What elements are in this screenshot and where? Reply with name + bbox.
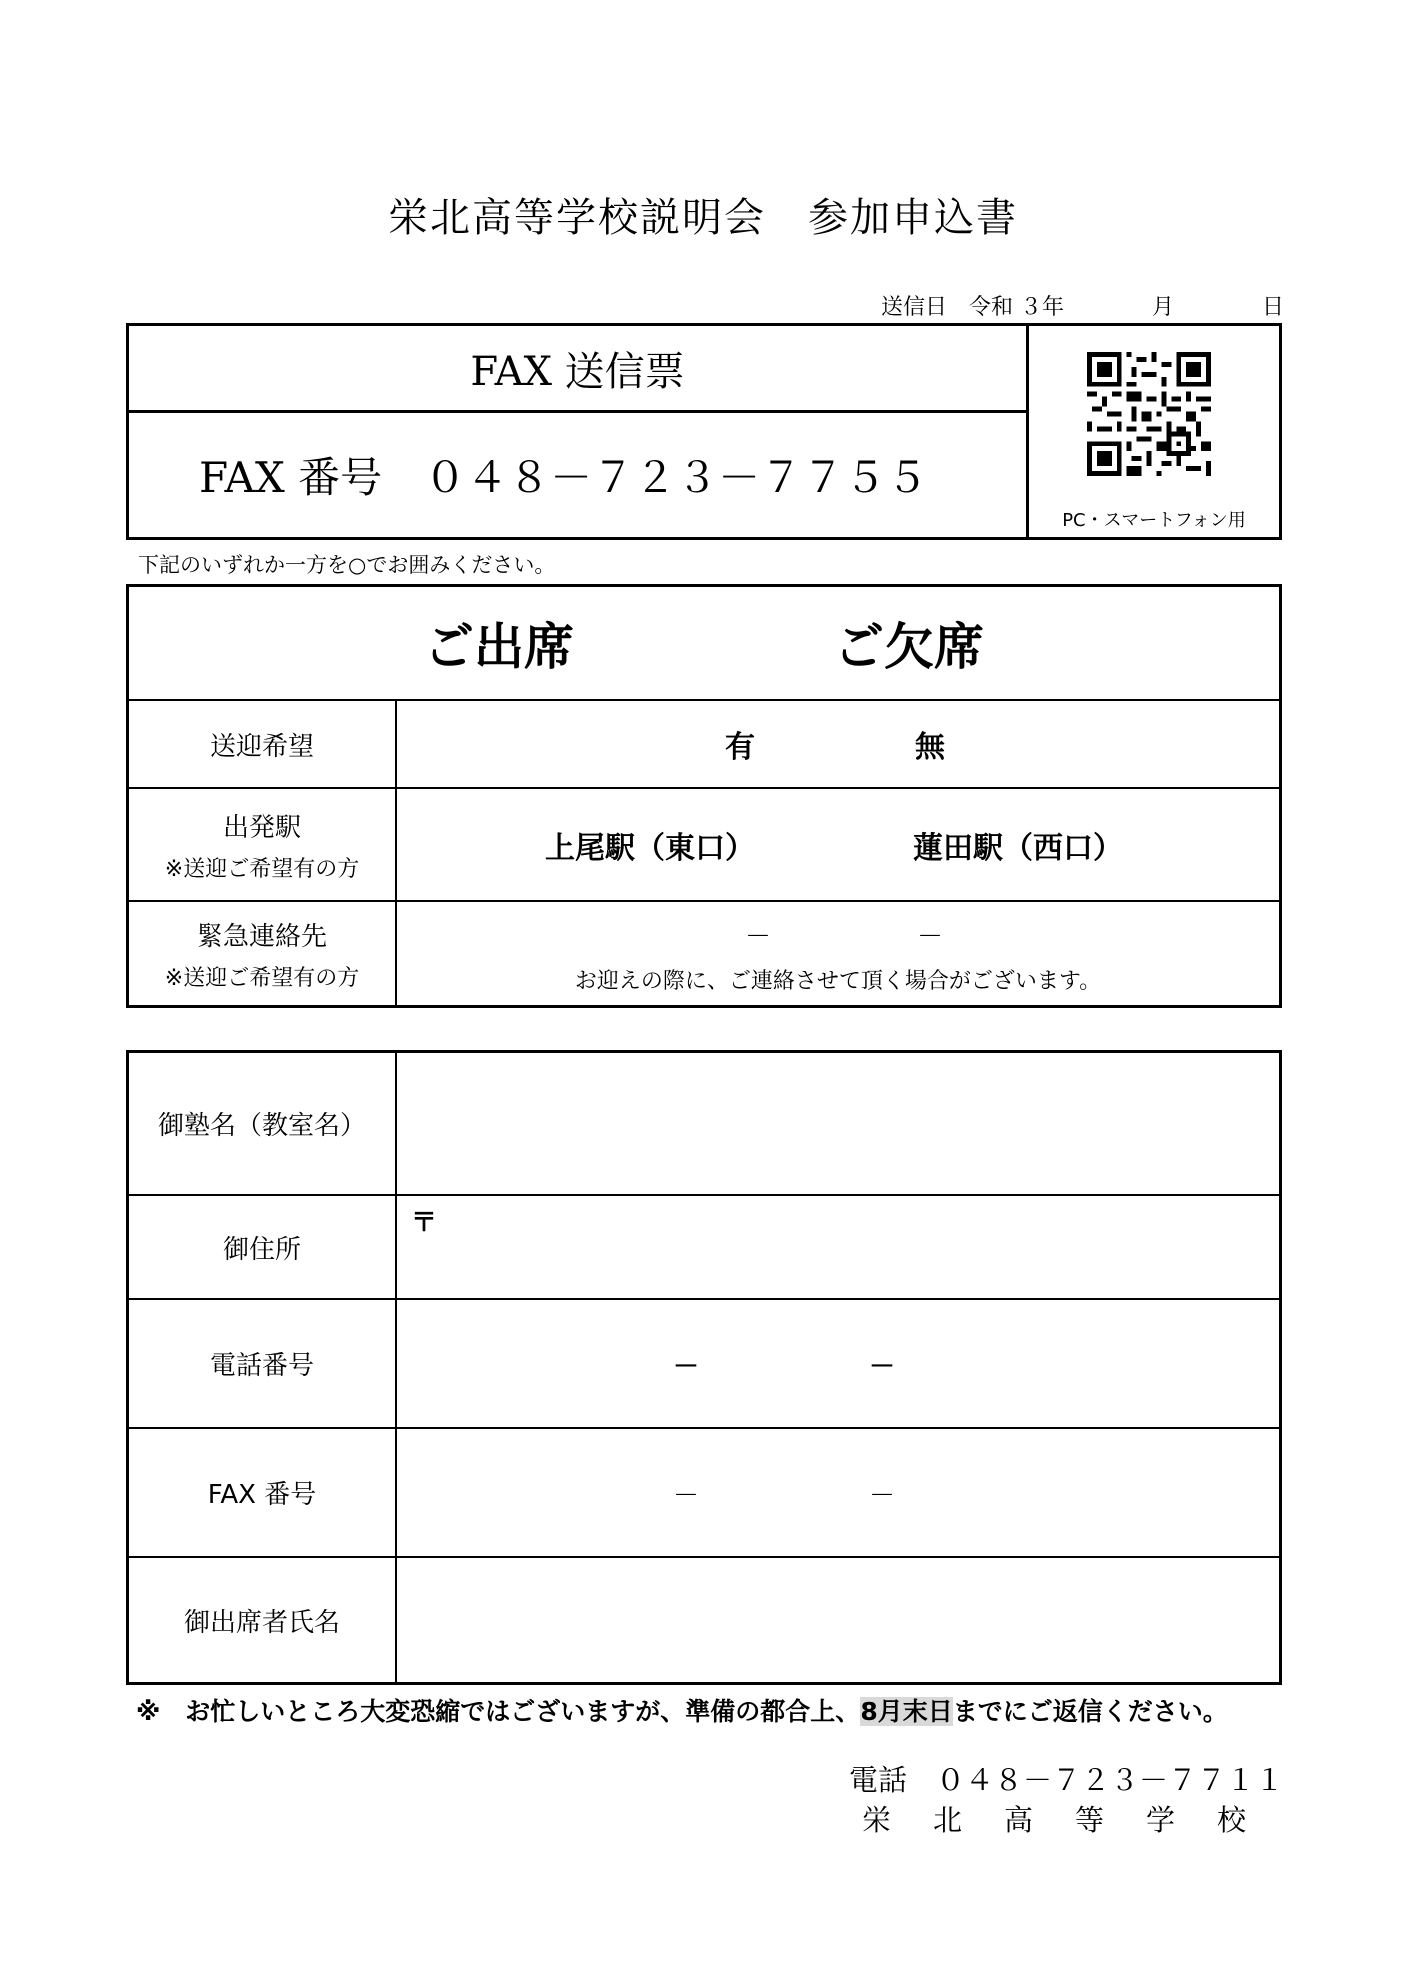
phone-dash-1: － — [673, 1352, 700, 1382]
attendee-row — [129, 1558, 1279, 1682]
school-phone: 電話 ０４８－７２３－７７１１ — [848, 1763, 1284, 1797]
fax-dash-2: － — [869, 1481, 896, 1511]
attendance-table — [126, 584, 1282, 1008]
pickup-no-option[interactable]: 無 — [915, 730, 945, 765]
emergency-note: お迎えの際に、ご連絡させて頂く場合がございます。 — [574, 969, 1102, 994]
emergency-input[interactable] — [397, 902, 1279, 1005]
sent-date: 送信日 令和 ３年 月 日 — [881, 295, 1284, 320]
page-title: 栄北高等学校説明会 参加申込書 — [388, 195, 1018, 241]
school-name: 栄北高等学校 — [861, 1803, 1288, 1837]
note-post: までにご返信ください。 — [952, 1697, 1228, 1726]
qr-caption: PC・スマートフォン用 — [1062, 510, 1246, 531]
qr-code-icon[interactable] — [1087, 352, 1211, 476]
emergency-dash-1: － — [745, 922, 772, 952]
station-option-ageo[interactable]: 上尾駅（東口） — [545, 830, 755, 866]
fax-row — [129, 1429, 1279, 1558]
qr-cell — [1029, 326, 1279, 537]
fax-title: FAX 送信票 — [129, 326, 1029, 413]
emergency-row — [129, 902, 1279, 1005]
emergency-label: 緊急連絡先 — [196, 921, 327, 952]
note-pre: ※ お忙しいところ大変恐縮ではございますが、準備の都合上、 — [136, 1697, 861, 1726]
attendee-label: 御出席者氏名 — [183, 1607, 340, 1638]
attendance-row — [129, 587, 1279, 701]
address-input[interactable] — [397, 1196, 1279, 1298]
info-table — [126, 1050, 1282, 1685]
fax-input[interactable] — [397, 1429, 1279, 1556]
instruction-text: 下記のいずれか一方を○でお囲みください。 — [138, 553, 556, 577]
absent-option[interactable]: ご欠席 — [834, 618, 984, 676]
emergency-dash-2: － — [917, 922, 944, 952]
reply-deadline-note — [136, 1692, 1228, 1728]
pickup-row — [129, 701, 1279, 789]
juku-row — [129, 1053, 1279, 1196]
phone-row — [129, 1300, 1279, 1429]
postal-mark: 〒 — [411, 1208, 438, 1238]
fax-dash-1: － — [673, 1481, 700, 1511]
attendee-input[interactable] — [397, 1558, 1279, 1682]
fax-number: FAX 番号 ０４８－７２３－７７５５ — [129, 413, 1029, 537]
pickup-yes-option[interactable]: 有 — [725, 730, 755, 765]
station-option-hasuda[interactable]: 蓮田駅（西口） — [913, 830, 1123, 866]
fax-header-box — [126, 323, 1282, 540]
pickup-label: 送迎希望 — [209, 731, 314, 762]
fax-label: FAX 番号 — [207, 1480, 317, 1510]
deadline-highlight: 8月末日 — [860, 1697, 953, 1726]
station-sublabel: ※送迎ご希望有の方 — [164, 856, 360, 882]
phone-input[interactable] — [397, 1300, 1279, 1427]
juku-label: 御塾名（教室名） — [157, 1111, 366, 1141]
phone-label: 電話番号 — [209, 1351, 314, 1381]
address-label: 御住所 — [222, 1234, 301, 1265]
emergency-sublabel: ※送迎ご希望有の方 — [164, 965, 360, 991]
phone-dash-2: － — [869, 1352, 896, 1382]
attend-option[interactable]: ご出席 — [424, 618, 574, 676]
address-row — [129, 1196, 1279, 1300]
station-label: 出発駅 — [222, 812, 301, 843]
juku-input[interactable] — [397, 1053, 1279, 1194]
station-row — [129, 789, 1279, 902]
